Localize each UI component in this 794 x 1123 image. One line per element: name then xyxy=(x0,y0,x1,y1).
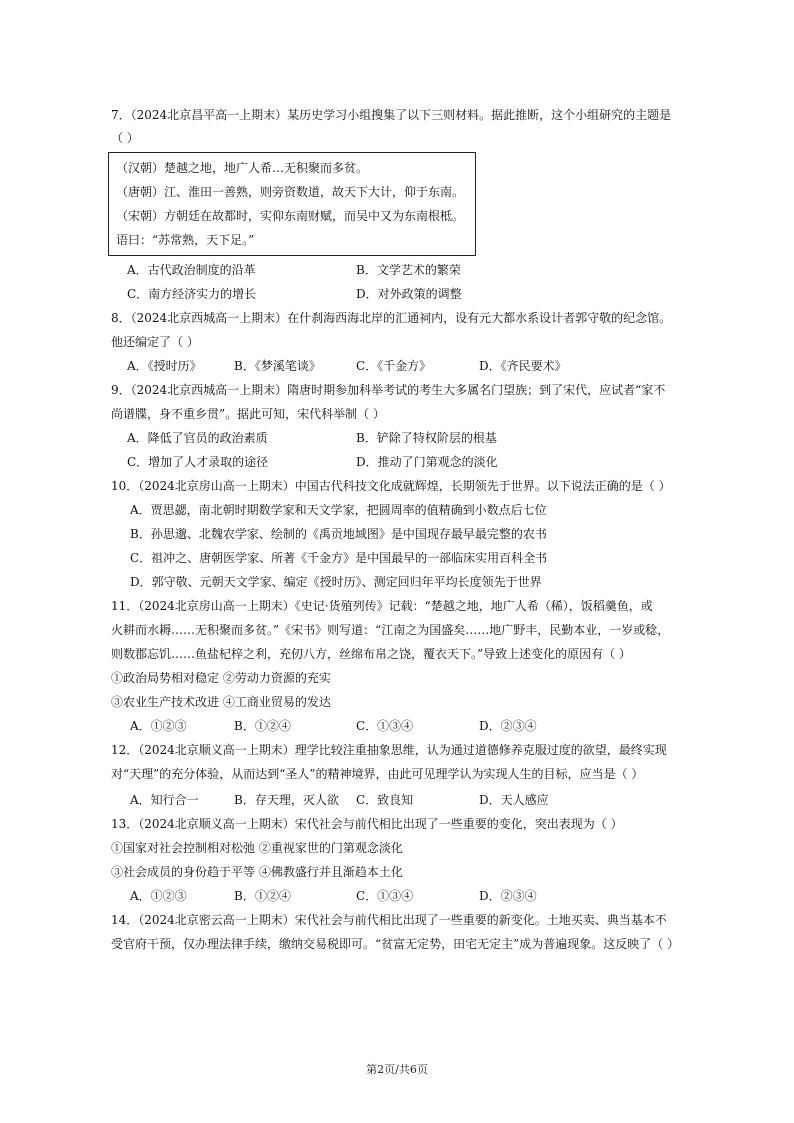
material-song: （宋朝）方朝廷在故都时，实仰东南财赋，而吴中又为东南根柢。 xyxy=(116,209,465,223)
q12-option-b: B．存天理，灭人欲 xyxy=(234,793,339,807)
q8-option-d: D．《齐民要术》 xyxy=(479,359,567,373)
question-7-stem: 7．（2024北京昌平高一上期末）某历史学习小组搜集了以下三则材料。据此推断，这个小组研究的主题是 xyxy=(111,108,672,122)
q13-option-b: B．①②④ xyxy=(234,889,291,903)
q12-option-c: C．致良知 xyxy=(356,793,414,807)
question-8-stem: 8．（2024北京西城高一上期末）在什刹海西海北岸的汇通祠内，设有元大都水系设计者郭守敬的纪念馆。 xyxy=(111,311,672,325)
material-proverb: 语曰：“苏常熟，天下足。” xyxy=(116,233,255,247)
material-han: （汉朝）楚越之地，地广人希…无积聚而多贫。 xyxy=(116,161,369,175)
material-tang: （唐朝）江、淮田一善熟，则旁资数道，故天下大计，仰于东南。 xyxy=(116,185,465,199)
page-number-footer: 第2页/共6页 xyxy=(366,1063,428,1076)
q9-option-b: B．铲除了特权阶层的根基 xyxy=(356,431,497,445)
q7-option-a: A．古代政治制度的沿革 xyxy=(127,263,256,277)
question-11-stem-cont-2: 则数郡忘饥……鱼盐杞梓之利，充仞八方，丝绵布帛之饶，覆衣天下。”导致上述变化的原因有（ ） xyxy=(111,647,631,661)
question-11-stem-cont-1: 火耕而水耨……无积聚而多贫。”《宋书》则写道：“江南之为国盛矣……地广野丰，民勤本业，一岁或稔， xyxy=(111,623,670,637)
q11-option-c: C．①③④ xyxy=(356,719,414,733)
q7-option-c: C．南方经济实力的增长 xyxy=(127,287,257,301)
q8-option-a: A．《授时历》 xyxy=(127,359,202,373)
question-11-items-2: ③农业生产技术改进 ④工商业贸易的发达 xyxy=(111,695,331,709)
q13-option-c: C．①③④ xyxy=(356,889,414,903)
q12-option-a: A．知行合一 xyxy=(130,793,199,807)
q10-option-b: B．孙思邈、北魏农学家、绘制的《禹贡地域图》是中国现存最早最完整的农书 xyxy=(130,527,547,541)
q11-option-b: B．①②④ xyxy=(234,719,291,733)
question-8-stem-cont: 他还编定了（ ） xyxy=(111,335,199,349)
question-13-items-1: ①国家对社会控制相对松弛 ②重视家世的门第观念淡化 xyxy=(111,841,403,855)
question-12-stem: 12．（2024北京顺义高一上期末）理学比较注重抽象思维，认为通过道德修养克服过度的欲望，最终实现 xyxy=(111,743,667,757)
q11-option-d: D．②③④ xyxy=(479,719,537,733)
q8-option-c: C．《千金方》 xyxy=(356,359,432,373)
question-14-stem-cont: 受官府干预，仅办理法律手续，缴纳交易税即可。“贫富无定势，田宅无定主”成为普遍现象。这反映了（ ） xyxy=(111,937,680,951)
q9-option-d: D．推动了门第观念的淡化 xyxy=(356,455,498,469)
q11-option-a: A．①②③ xyxy=(130,719,187,733)
q12-option-d: D．天人感应 xyxy=(479,793,549,807)
q8-option-b: B．《梦溪笔谈》 xyxy=(234,359,321,373)
q10-option-c: C．祖冲之、唐朝医学家、所著《千金方》是中国最早的一部临床实用百科全书 xyxy=(130,551,548,565)
question-7-bracket: （ ） xyxy=(111,131,139,145)
question-14-stem: 14．（2024北京密云高一上期末）宋代社会与前代相比出现了一些重要的新变化。土地买卖、典当基本不 xyxy=(111,913,667,927)
question-13-items-2: ③社会成员的身份趋于平等 ④佛教盛行并且渐趋本土化 xyxy=(111,865,403,879)
q7-option-b: B．文学艺术的繁荣 xyxy=(356,263,461,277)
question-9-stem: 9．（2024北京西城高一上期末）隋唐时期参加科举考试的考生大多属名门望族；到了宋代，应试者“家不 xyxy=(111,383,666,397)
q7-option-d: D．对外政策的调整 xyxy=(356,287,462,301)
question-12-stem-cont: 对“天理”的充分体验，从而达到“圣人”的精神境界，由此可见理学认为实现人生的目标，应当是（ ） xyxy=(111,767,644,781)
question-9-stem-cont: 尚谱牒，身不重乡贯”。据此可知，宋代科举制（ ） xyxy=(111,407,385,421)
question-10-stem: 10．（2024北京房山高一上期末）中国古代科技文化成就辉煌，长期领先于世界。以下说法正确的是（ ） xyxy=(111,479,671,493)
q9-option-a: A．降低了官员的政治素质 xyxy=(127,431,268,445)
question-11-items-1: ①政治局势相对稳定 ②劳动力资源的充实 xyxy=(111,671,331,685)
q10-option-a: A．贾思勰，南北朝时期数学家和天文学家，把圆周率的值精确到小数点后七位 xyxy=(130,503,547,517)
q13-option-a: A．①②③ xyxy=(130,889,187,903)
q10-option-d: D．郭守敬、元朝天文学家、编定《授时历》、测定回归年平均长度领先于世界 xyxy=(130,575,542,589)
q9-option-c: C．增加了人才录取的途径 xyxy=(127,455,269,469)
q13-option-d: D．②③④ xyxy=(479,889,537,903)
question-13-stem: 13．（2024北京顺义高一上期末）宋代社会与前代相比出现了一些重要的变化，突出表现为（ ） xyxy=(111,817,623,831)
question-7-material-box xyxy=(108,152,476,256)
question-11-stem: 11．（2024北京房山高一上期末）《史记·货殖列传》记载：“楚越之地，地广人希（稀），饭稻羹鱼，或 xyxy=(111,599,653,613)
